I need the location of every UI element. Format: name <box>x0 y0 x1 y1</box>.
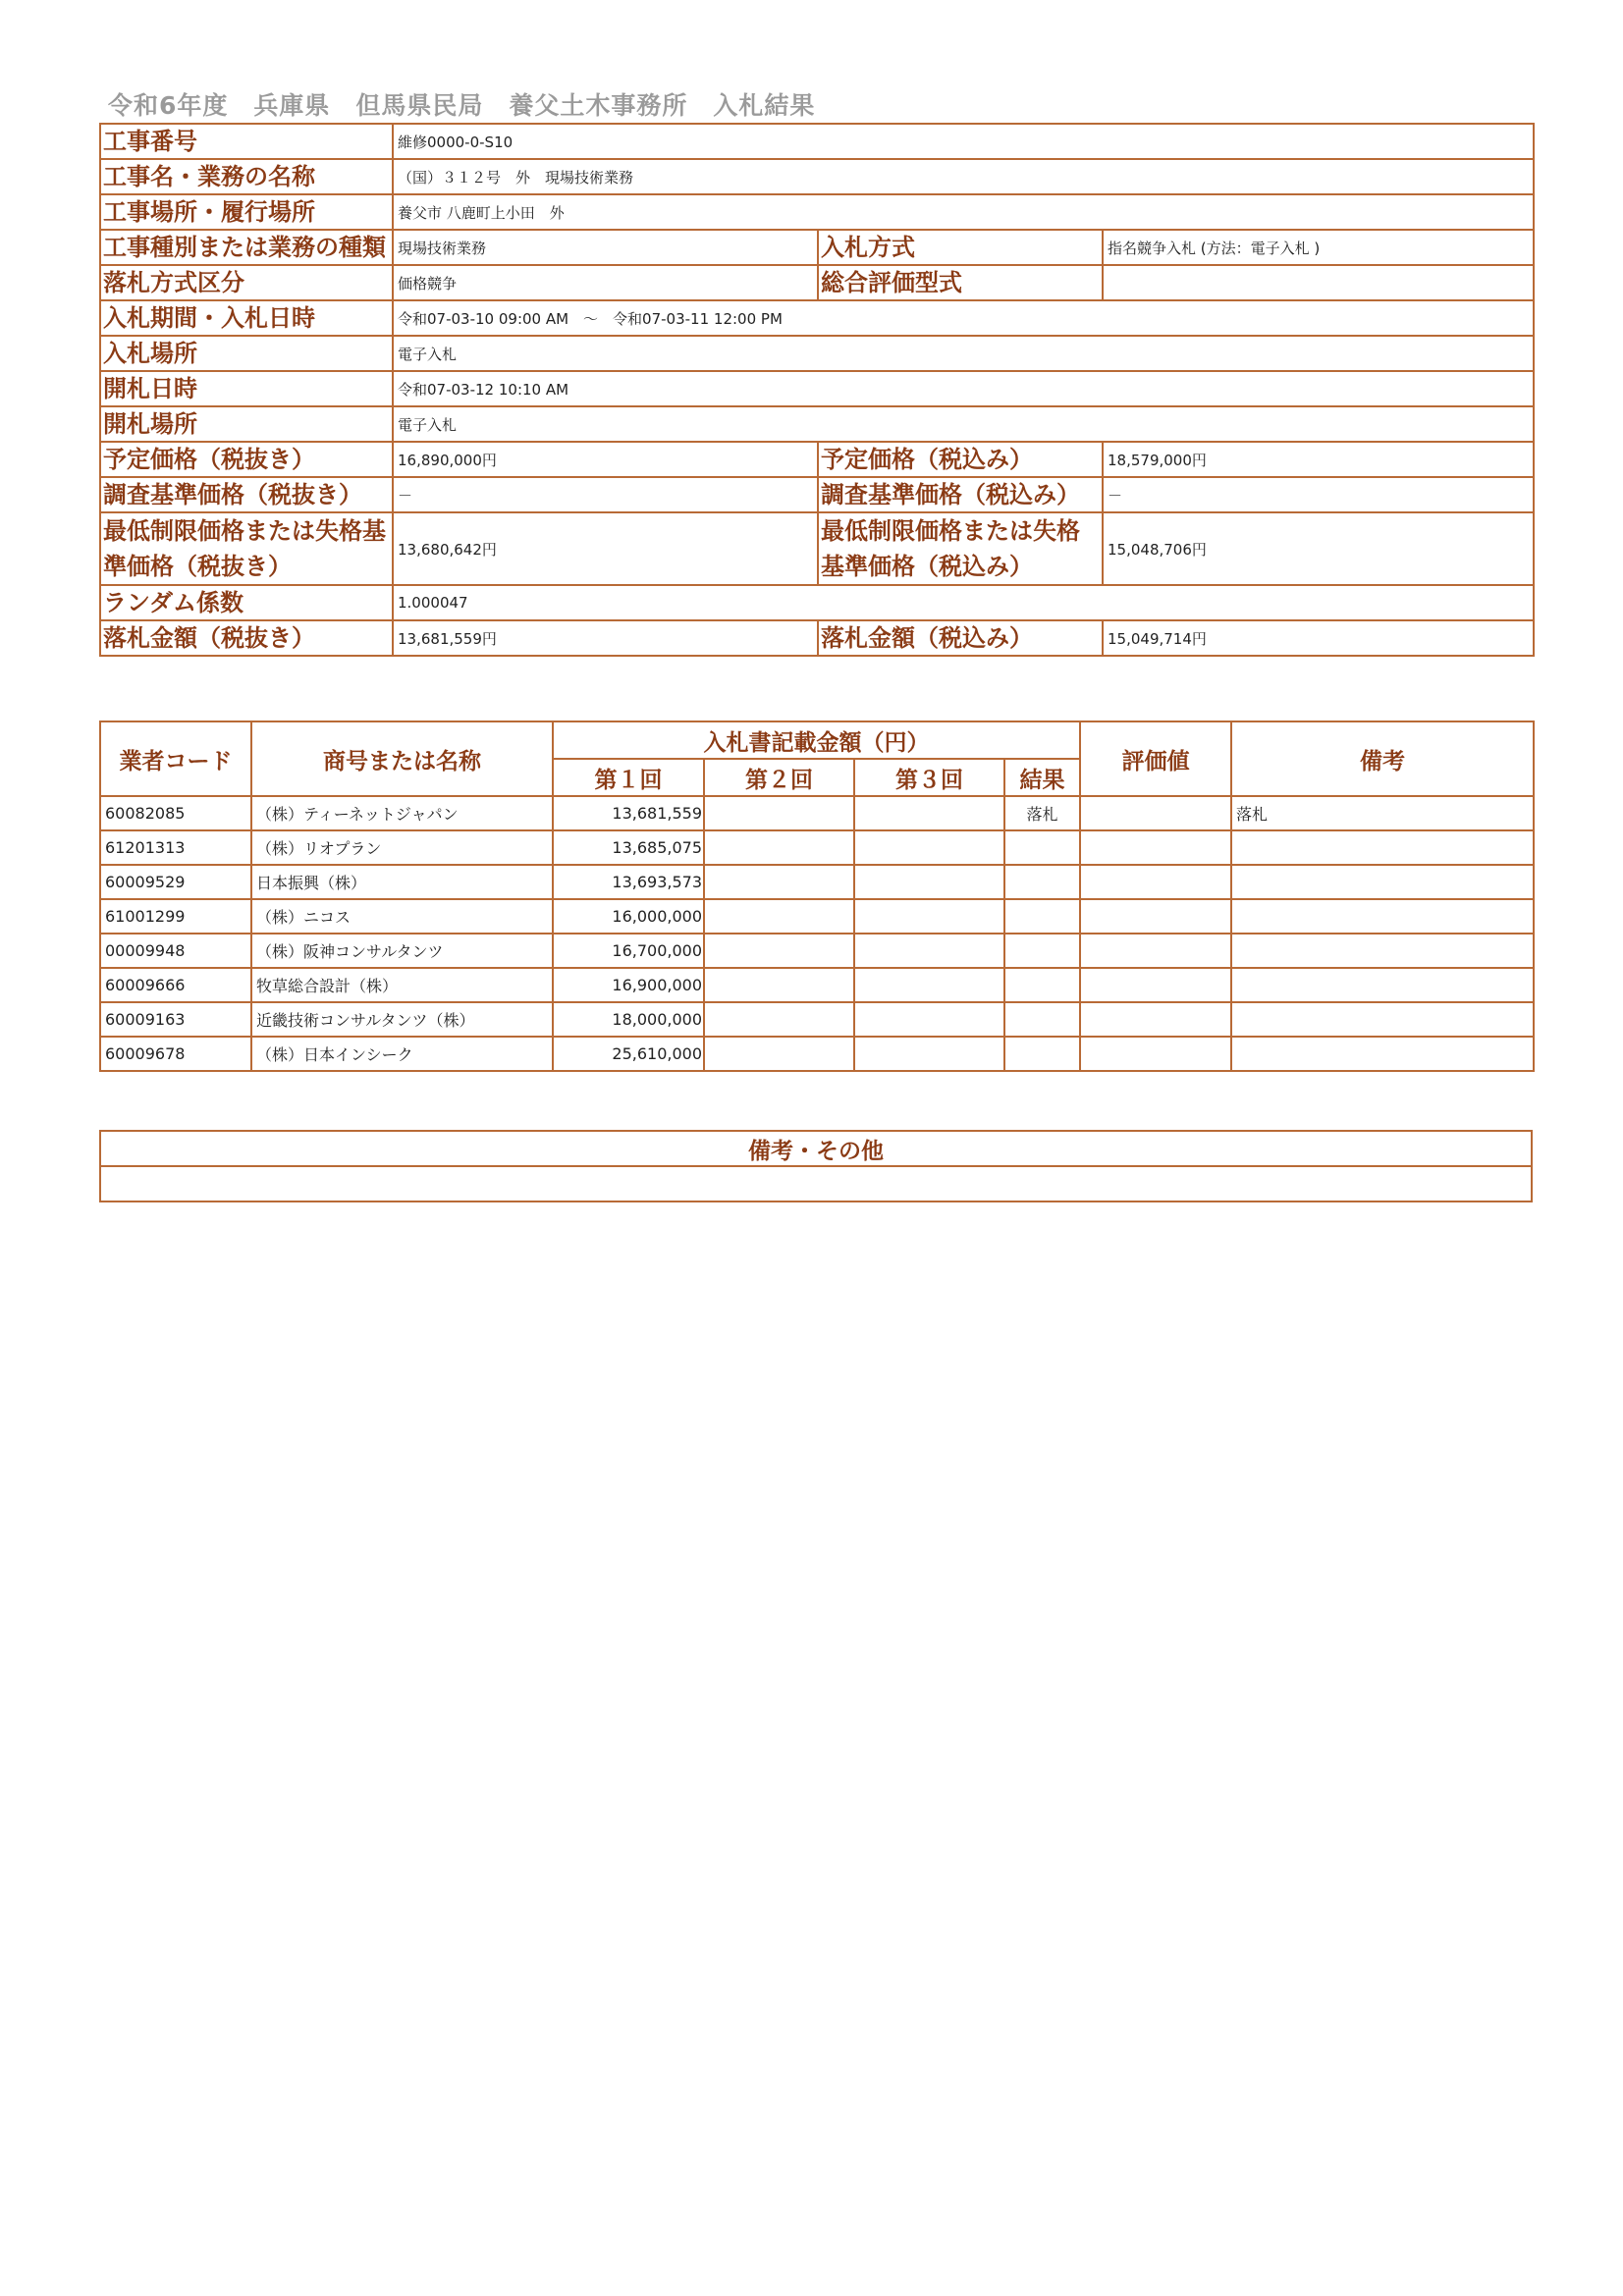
info-row <box>100 265 1534 300</box>
kaisatsu-basho-value: 電子入札 <box>393 406 1534 442</box>
bid-result <box>1004 899 1080 934</box>
bid-evaluation <box>1080 830 1231 865</box>
bid-round2 <box>704 1002 854 1037</box>
table-row <box>100 830 1534 865</box>
header-row <box>100 721 1534 759</box>
info-row <box>100 406 1534 442</box>
bid-round2 <box>704 796 854 830</box>
bid-result: 落札 <box>1004 796 1080 830</box>
bid-evaluation <box>1080 899 1231 934</box>
bid-evaluation <box>1080 1002 1231 1037</box>
bidder-name: （株）阪神コンサルタンツ <box>251 934 553 968</box>
bid-evaluation <box>1080 968 1231 1002</box>
table-row <box>100 934 1534 968</box>
bid-round2 <box>704 968 854 1002</box>
saitei-nuki-value: 13,680,642円 <box>393 512 818 585</box>
info-row <box>100 477 1534 512</box>
kouji-mei-value: （国）３１２号 外 現場技術業務 <box>393 159 1534 194</box>
bidder-name: 日本振興（株） <box>251 865 553 899</box>
bidder-code: 61201313 <box>100 830 251 865</box>
info-row <box>100 124 1534 159</box>
bid-round2 <box>704 830 854 865</box>
bid-round3 <box>854 968 1004 1002</box>
kaisatsu-nichiji-label: 開札日時 <box>100 371 393 406</box>
bid-result <box>1004 1002 1080 1037</box>
bid-remarks <box>1231 934 1534 968</box>
col-header-result: 結果 <box>1004 759 1080 796</box>
kouji-bangou-value: 維修0000-0-S10 <box>393 124 1534 159</box>
notes-header-row <box>100 1131 1532 1166</box>
kouji-mei-label: 工事名・業務の名称 <box>100 159 393 194</box>
kouji-shubetsu-value: 現場技術業務 <box>393 230 818 265</box>
bidder-name: 牧草総合設計（株） <box>251 968 553 1002</box>
bid-evaluation <box>1080 934 1231 968</box>
chousa-nuki-value: － <box>393 477 818 512</box>
bid-remarks <box>1231 968 1534 1002</box>
bid-round3 <box>854 1037 1004 1071</box>
info-row <box>100 230 1534 265</box>
rakusatsu-komi-label: 落札金額（税込み） <box>818 620 1103 656</box>
table-row <box>100 865 1534 899</box>
bid-round2 <box>704 865 854 899</box>
col-header-amount-group: 入札書記載金額（円） <box>553 721 1080 759</box>
bidder-name: 近畿技術コンサルタンツ（株） <box>251 1002 553 1037</box>
rakusatsu-houshiki-value: 価格競争 <box>393 265 818 300</box>
notes-table <box>99 1130 1533 1202</box>
notes-body <box>100 1166 1532 1201</box>
chousa-komi-label: 調査基準価格（税込み） <box>818 477 1103 512</box>
table-row <box>100 1002 1534 1037</box>
table-row <box>100 968 1534 1002</box>
yotei-nuki-label: 予定価格（税抜き） <box>100 442 393 477</box>
bid-remarks: 落札 <box>1231 796 1534 830</box>
bid-round2 <box>704 1037 854 1071</box>
info-row <box>100 194 1534 230</box>
notes-body-row <box>100 1166 1532 1201</box>
col-header-round2: 第２回 <box>704 759 854 796</box>
info-row <box>100 442 1534 477</box>
rakusatsu-houshiki-label: 落札方式区分 <box>100 265 393 300</box>
bid-result <box>1004 934 1080 968</box>
bidder-name: （株）ニコス <box>251 899 553 934</box>
bid-round1: 25,610,000 <box>553 1037 704 1071</box>
info-row <box>100 585 1534 620</box>
random-value: 1.000047 <box>393 585 1534 620</box>
nyusatsu-basho-label: 入札場所 <box>100 336 393 371</box>
kouji-bangou-label: 工事番号 <box>100 124 393 159</box>
bid-round1: 16,900,000 <box>553 968 704 1002</box>
bidder-code: 60009678 <box>100 1037 251 1071</box>
col-header-name: 商号または名称 <box>251 721 553 796</box>
bid-round2 <box>704 934 854 968</box>
bidder-code: 60009163 <box>100 1002 251 1037</box>
col-header-remarks: 備考 <box>1231 721 1534 796</box>
chousa-nuki-label: 調査基準価格（税抜き） <box>100 477 393 512</box>
bidder-code: 60009529 <box>100 865 251 899</box>
info-row <box>100 159 1534 194</box>
col-header-evaluation: 評価値 <box>1080 721 1231 796</box>
bid-remarks <box>1231 865 1534 899</box>
saitei-nuki-label: 最低制限価格または失格基準価格（税抜き） <box>100 512 393 585</box>
notes-header: 備考・その他 <box>100 1131 1532 1166</box>
bidder-code: 60082085 <box>100 796 251 830</box>
info-row <box>100 512 1534 585</box>
bid-result <box>1004 968 1080 1002</box>
bid-info-table <box>99 123 1535 657</box>
bid-round3 <box>854 899 1004 934</box>
bid-round3 <box>854 934 1004 968</box>
nyusatsu-kikan-label: 入札期間・入札日時 <box>100 300 393 336</box>
bid-round3 <box>854 830 1004 865</box>
yotei-komi-label: 予定価格（税込み） <box>818 442 1103 477</box>
col-header-round1: 第１回 <box>553 759 704 796</box>
bidder-code: 60009666 <box>100 968 251 1002</box>
saitei-komi-label: 最低制限価格または失格基準価格（税込み） <box>818 512 1103 585</box>
bid-round3 <box>854 865 1004 899</box>
col-header-code: 業者コード <box>100 721 251 796</box>
bidder-name: （株）リオプラン <box>251 830 553 865</box>
bid-round1: 13,693,573 <box>553 865 704 899</box>
kouji-basho-label: 工事場所・履行場所 <box>100 194 393 230</box>
kouji-basho-value: 養父市 八鹿町上小田 外 <box>393 194 1534 230</box>
kouji-shubetsu-label: 工事種別または業務の種類 <box>100 230 393 265</box>
bid-round1: 16,700,000 <box>553 934 704 968</box>
bid-result <box>1004 865 1080 899</box>
yotei-komi-value: 18,579,000円 <box>1103 442 1534 477</box>
bid-result <box>1004 830 1080 865</box>
bid-remarks <box>1231 1002 1534 1037</box>
bid-evaluation <box>1080 796 1231 830</box>
rakusatsu-nuki-value: 13,681,559円 <box>393 620 818 656</box>
table-row <box>100 899 1534 934</box>
bid-result <box>1004 1037 1080 1071</box>
bid-evaluation <box>1080 1037 1231 1071</box>
page-title: 令和6年度 兵庫県 但馬県民局 養父土木事務所 入札結果 <box>108 91 816 120</box>
info-row <box>100 620 1534 656</box>
nyusatsu-houshiki-label: 入札方式 <box>818 230 1103 265</box>
chousa-komi-value: － <box>1103 477 1534 512</box>
bidder-code: 61001299 <box>100 899 251 934</box>
bidder-name: （株）日本インシーク <box>251 1037 553 1071</box>
info-row <box>100 371 1534 406</box>
sougou-hyouka-value <box>1103 265 1534 300</box>
kaisatsu-basho-label: 開札場所 <box>100 406 393 442</box>
nyusatsu-basho-value: 電子入札 <box>393 336 1534 371</box>
bid-evaluation <box>1080 865 1231 899</box>
rakusatsu-komi-value: 15,049,714円 <box>1103 620 1534 656</box>
info-row <box>100 300 1534 336</box>
rakusatsu-nuki-label: 落札金額（税抜き） <box>100 620 393 656</box>
nyusatsu-houshiki-value: 指名競争入札 (方法：電子入札 ) <box>1103 230 1534 265</box>
bid-round3 <box>854 796 1004 830</box>
yotei-nuki-value: 16,890,000円 <box>393 442 818 477</box>
bidder-name: （株）ティーネットジャパン <box>251 796 553 830</box>
bid-round2 <box>704 899 854 934</box>
random-label: ランダム係数 <box>100 585 393 620</box>
bid-round1: 18,000,000 <box>553 1002 704 1037</box>
table-row <box>100 1037 1534 1071</box>
bid-round3 <box>854 1002 1004 1037</box>
table-row <box>100 796 1534 830</box>
bidder-code: 00009948 <box>100 934 251 968</box>
col-header-round3: 第３回 <box>854 759 1004 796</box>
saitei-komi-value: 15,048,706円 <box>1103 512 1534 585</box>
info-row <box>100 336 1534 371</box>
bid-remarks <box>1231 899 1534 934</box>
bid-remarks <box>1231 830 1534 865</box>
bid-results-table <box>99 721 1535 1072</box>
nyusatsu-kikan-value: 令和07-03-10 09:00 AM ～ 令和07-03-11 12:00 PM <box>393 300 1534 336</box>
bid-round1: 16,000,000 <box>553 899 704 934</box>
bid-remarks <box>1231 1037 1534 1071</box>
kaisatsu-nichiji-value: 令和07-03-12 10:10 AM <box>393 371 1534 406</box>
sougou-hyouka-label: 総合評価型式 <box>818 265 1103 300</box>
bid-round1: 13,681,559 <box>553 796 704 830</box>
bid-round1: 13,685,075 <box>553 830 704 865</box>
